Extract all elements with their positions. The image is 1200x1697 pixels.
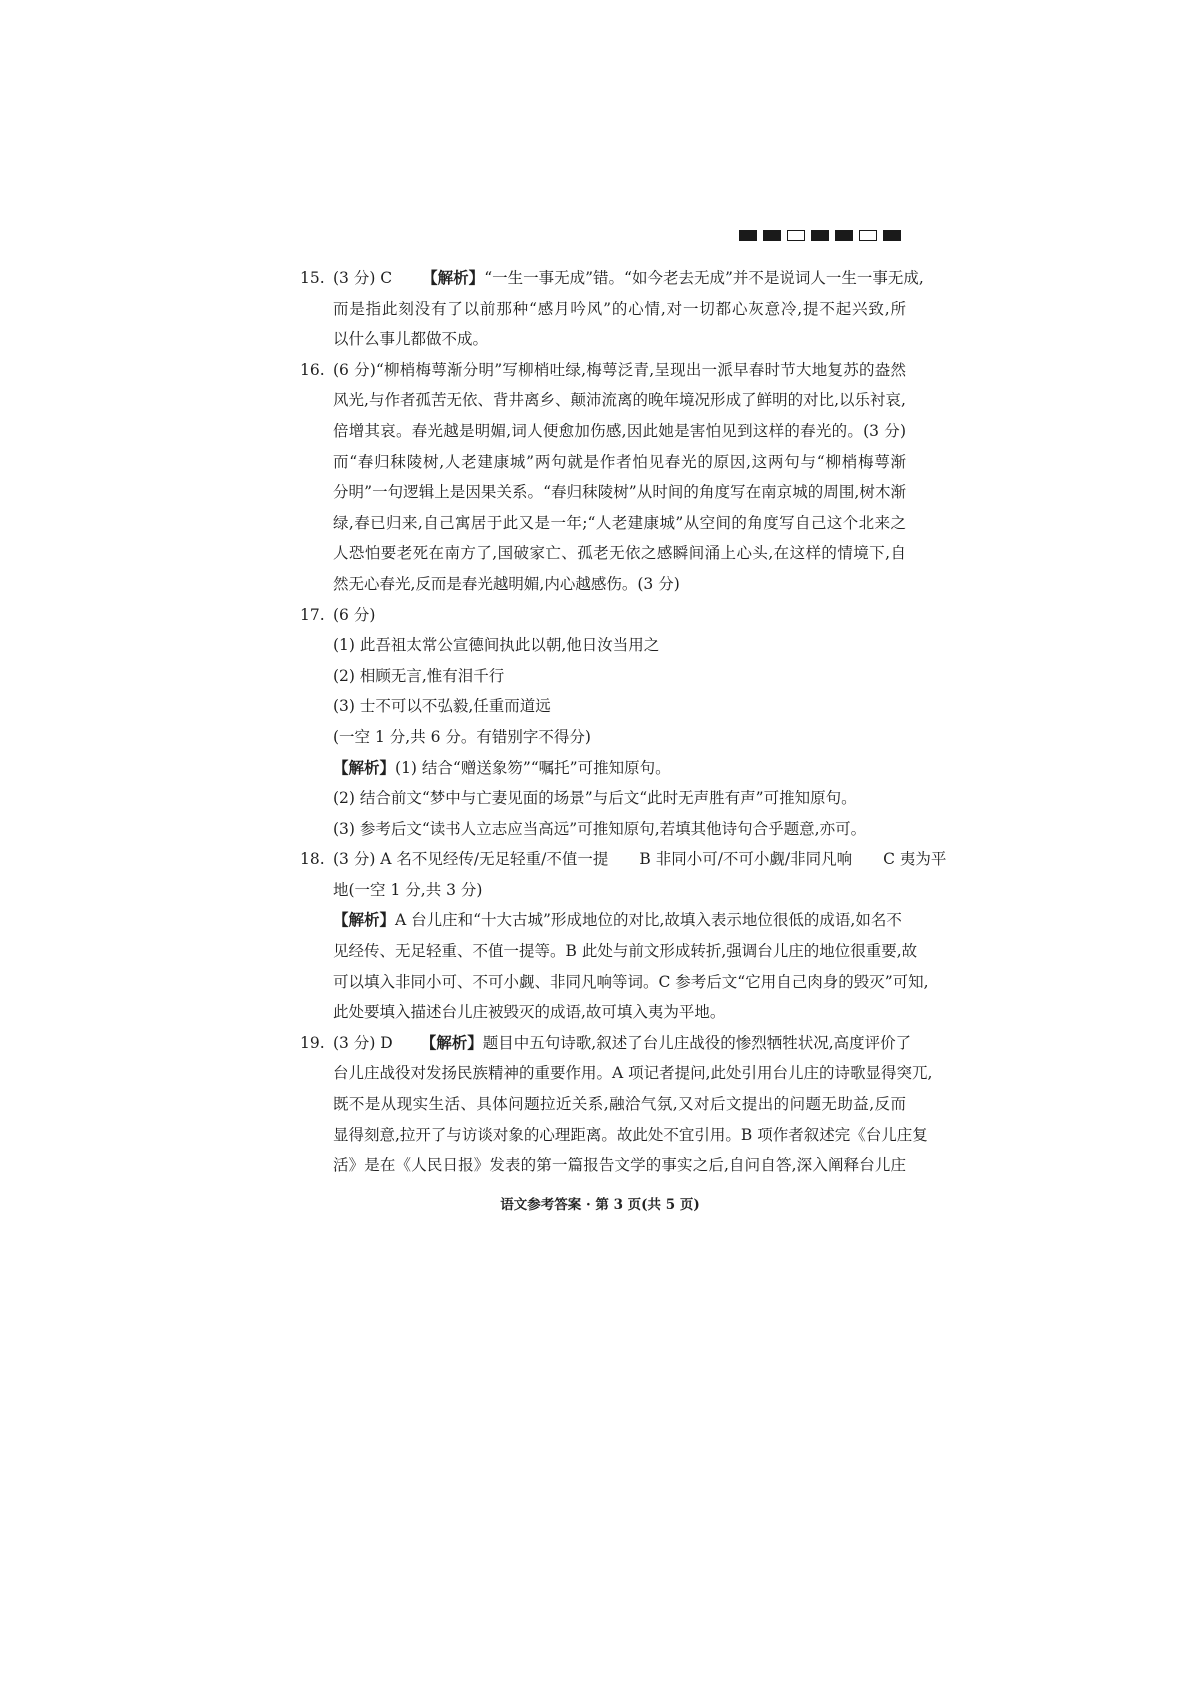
answer-text: 而是指此刻没有了以前那种“感月吟风”的心情,对一切都心灰意冷,提不起兴致,所 [333,299,906,318]
answer-text: (2) 相顾无言,惟有泪千行 [333,666,505,685]
analysis-tag: 【解析】 [333,910,396,930]
answer-18 [300,844,947,1028]
answer-text: (2) 结合前文“梦中与亡妻见面的场景”与后文“此时无声胜有声”可推知原句。 [333,789,857,808]
answer-19 [300,1028,933,1181]
scoring-note: (一空 1 分,共 6 分。有错别字不得分) [333,727,591,746]
answer-text: 倍增其哀。春光越是明媚,词人便愈加伤感,因此她是害怕见到这样的春光的。(3 分) [333,421,906,440]
answer-text: 显得刻意,拉开了与访谈对象的心理距离。故此处不宜引用。B 项作者叙述完《台儿庄复 [333,1125,928,1144]
answer-16 [300,355,906,600]
score: (6 分) [333,605,376,624]
header-mark [739,230,757,241]
page-footer: 语文参考答案 · 第 3 页(共 5 页) [500,1197,700,1213]
header-mark [859,230,877,241]
header-mark [835,230,853,241]
answer-text: 分明”一句逻辑上是因果关系。“春归秣陵树”从时间的角度写在南京城的周围,树木渐 [333,483,906,502]
answer-text: 既不是从现实生活、具体问题拉近关系,融洽气氛,又对后文提出的问题无助益,反而 [333,1095,906,1114]
answer-text: A 台儿庄和“十大古城”形成地位的对比,故填入表示地位很低的成语,如名不 [395,911,902,930]
answer-text: 然无心春光,反而是春光越明媚,内心越感伤。(3 分) [333,574,680,593]
answer-text: 见经传、无足轻重、不值一提等。B 此处与前文形成转折,强调台儿庄的地位很重要,故 [333,942,918,961]
analysis-tag: 【解析】 [333,757,396,777]
answer-text: “一生一事无成”错。“如今老去无成”并不是说词人一生一事无成, [484,269,924,287]
answer-text: 人恐怕要老死在南方了,国破家亡、孤老无依之感瞬间涌上心头,在这样的情境下,自 [333,544,906,563]
answer-text: 可以填入非同小可、不可小觑、非同凡响等词。C 参考后文“它用自己肉身的毁灭”可知, [333,972,929,991]
answer-text: (3) 参考后文“读书人立志应当高远”可推知原句,若填其他诗句合乎题意,亦可。 [333,819,867,838]
answer-text: (1) 结合“赠送象笏”“嘱托”可推知原句。 [395,758,671,777]
answer-text: 题目中五句诗歌,叙述了台儿庄战役的惨烈牺牲状况,高度评价了 [482,1033,912,1052]
header-marks [739,230,901,241]
question-number: 16. [300,360,325,379]
score-answer: (3 分) D [333,1033,393,1052]
answer-text: 活》是在《人民日报》发表的第一篇报告文学的事实之后,自问自答,深入阐释台儿庄 [333,1156,906,1175]
question-number: 17. [300,605,325,624]
score-answer: (3 分) C [333,269,393,287]
answer-content [300,263,947,1181]
question-number: 18. [300,850,325,869]
question-number: 19. [300,1033,325,1052]
answer-text: 地(一空 1 分,共 3 分) [333,880,483,899]
answer-text: (6 分)“柳梢梅萼渐分明”写柳梢吐绿,梅萼泛青,呈现出一派早春时节大地复苏的盎然 [333,360,906,379]
analysis-tag: 【解析】 [420,1032,483,1052]
answer-text: (1) 此吾祖太常公宣德间执此以朝,他日汝当用之 [333,636,660,655]
answer-text: 而“春归秣陵树,人老建康城”两句就是作者怕见春光的原因,这两句与“柳梢梅萼渐 [333,452,906,471]
answer-text: (3) 士不可以不弘毅,任重而道远 [333,697,551,716]
answer-text: 台儿庄战役对发扬民族精神的重要作用。A 项记者提问,此处引用台儿庄的诗歌显得突兀, [333,1064,933,1083]
answer-text: 绿,春已归来,自己寓居于此又是一年;“人老建康城”从空间的角度写自己这个北来之 [333,513,906,532]
header-mark [883,230,901,241]
answer-text: (3 分) A 名不见经传/无足轻重/不值一提 B 非同小可/不可小觑/非同凡响 C 夷为平 [333,850,947,869]
question-number: 15. [300,269,325,287]
answer-17 [300,600,906,845]
answer-text: 风光,与作者孤苦无依、背井离乡、颠沛流离的晚年境况形成了鲜明的对比,以乐衬哀, [333,391,906,410]
header-mark [763,230,781,241]
answer-text: 以什么事儿都做不成。 [333,330,489,349]
analysis-tag: 【解析】 [422,268,485,287]
header-mark [787,230,805,241]
answer-text: 此处要填入描述台儿庄被毁灭的成语,故可填入夷为平地。 [333,1003,726,1022]
header-mark [811,230,829,241]
answer-15 [300,263,924,355]
